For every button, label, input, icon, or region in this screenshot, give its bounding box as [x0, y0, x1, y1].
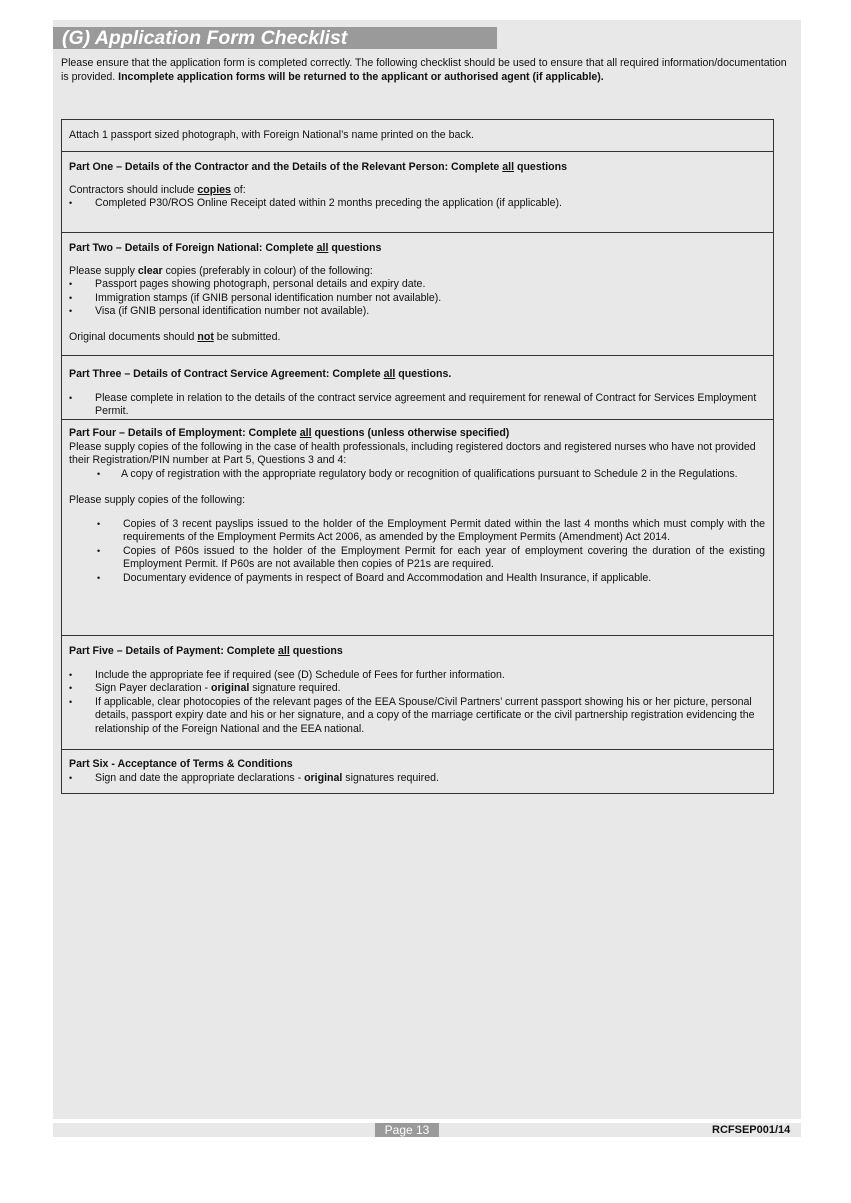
page-number: Page 13 [375, 1123, 439, 1137]
list-item: • Sign Payer declaration - original signature required. [69, 682, 765, 696]
intro-warning: Incomplete application forms will be returned to the applicant or authorised agent (if applicable). [118, 70, 604, 83]
list-item: • Sign and date the appropriate declarations - original signatures required. [69, 772, 765, 786]
part-six-heading: Part Six - Acceptance of Terms & Conditions [69, 758, 293, 770]
photo-instruction: Attach 1 passport sized photograph, with Foreign National’s name printed on the back. [69, 129, 474, 141]
list-item: • Documentary evidence of payments in respect of Board and Accommodation and Health Insurance, if applicable. [69, 572, 765, 586]
list-item: • Copies of 3 recent payslips issued to the holder of the Employment Permit dated within the last 4 months which must comply with the requirements of the Employment Permits Act 2006, as amended by the Employment Permits (Amendment) Act 2014. [69, 518, 765, 545]
intro-text: Please ensure that the application form is completed correctly. The following checklist should be used to ensure that all required information/documentation is provided. [61, 57, 787, 83]
part-two-section [62, 232, 773, 355]
part-two-heading: Part Two – Details of Foreign National: Complete all questions [69, 242, 382, 254]
part-five-heading: Part Five – Details of Payment: Complete all questions [69, 645, 343, 657]
list-item: • Completed P30/ROS Online Receipt dated within 2 months preceding the application (if applicable). [69, 197, 765, 211]
part-six-section [62, 749, 773, 795]
part-two-lead: Please supply clear copies (preferably in colour) of the following: [69, 264, 373, 277]
list-item: • Please complete in relation to the details of the contract service agreement and requirement for renewal of Contract for Services Employment Permit. [69, 392, 765, 419]
part-two-note: Original documents should not be submitted. [69, 330, 281, 343]
part-five-section [62, 635, 773, 749]
part-one-heading: Part One – Details of the Contractor and the Details of the Relevant Person: Complete all questions [69, 161, 568, 173]
page-title: (G) Application Form Checklist [62, 27, 348, 49]
list-item: • A copy of registration with the appropriate regulatory body or recognition of qualifications pursuant to Schedule 2 in the Regulations. [69, 468, 765, 482]
part-three-section [62, 355, 773, 419]
part-four-health-text: Please supply copies of the following in the case of health professionals, including registered doctors and registered nurses who have not provided their Registration/PIN number at Part 5, Questions 3 and 4: [69, 440, 756, 466]
list-item: • Include the appropriate fee if required (see (D) Schedule of Fees for further information. [69, 669, 765, 683]
photo-section [62, 120, 773, 151]
list-item: • Passport pages showing photograph, personal details and expiry date. [69, 278, 765, 292]
list-item: • If applicable, clear photocopies of the relevant pages of the EEA Spouse/Civil Partners’ current passport showing his or her picture, personal details, passport expiry date and his or her signature, and a copy of the marriage certificate or the civil partnership registration evidencing the relationship of the Foreign National and the EEA national. [69, 696, 765, 737]
document-code: RCFSEP001/14 [712, 1124, 791, 1136]
intro-paragraph [61, 57, 796, 84]
part-four-lead: Please supply copies of the following: [69, 494, 246, 506]
part-one-lead: Contractors should include copies of: [69, 183, 246, 196]
list-item: • Visa (if GNIB personal identification number not available). [69, 305, 765, 319]
list-item: • Immigration stamps (if GNIB personal identification number not available). [69, 292, 765, 306]
checklist-table [61, 119, 774, 794]
part-one-section [62, 151, 773, 232]
part-four-heading: Part Four – Details of Employment: Complete all questions (unless otherwise specified) [69, 427, 510, 439]
part-four-section [62, 419, 773, 635]
list-item: • Copies of P60s issued to the holder of the Employment Permit for each year of employment covering the duration of the existing Employment Permit. If P60s are not available then copies of P21s are required. [69, 545, 765, 572]
part-three-heading: Part Three – Details of Contract Service Agreement: Complete all questions. [69, 368, 452, 380]
